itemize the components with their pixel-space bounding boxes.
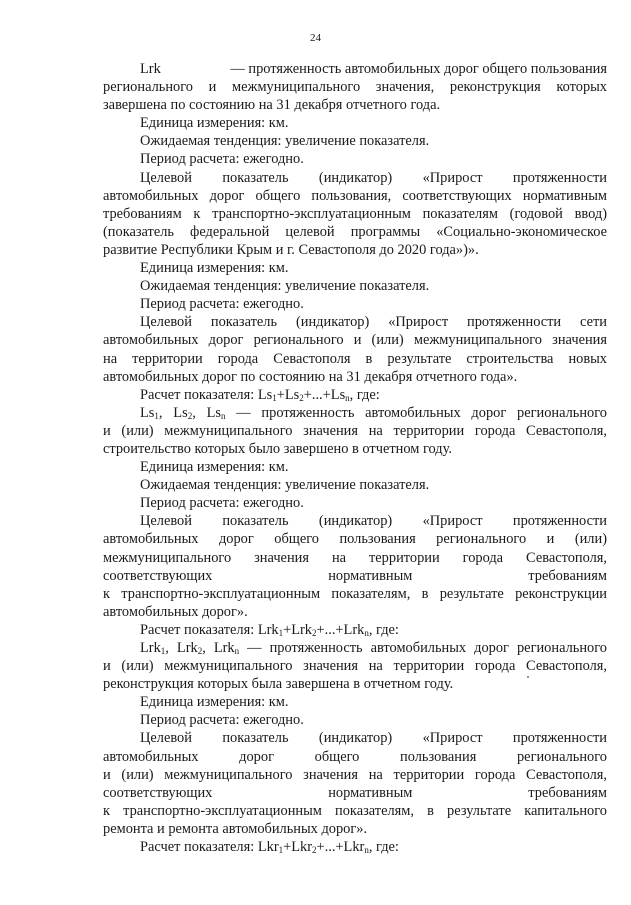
- indicator4-line1: Целевой показатель (индикатор) «Прирост протяженности: [140, 730, 607, 747]
- unit-line: Единица измерения: км.: [140, 459, 289, 476]
- unit-line: Единица измерения: км.: [140, 694, 289, 711]
- lrk-sum-definition-line3: реконструкция которых была завершена в отчетном году.: [103, 676, 454, 693]
- indicator3-line3: межмуниципального значения на территории города Севастополя,: [103, 549, 607, 566]
- indicator1-line3: требованиям к транспортно-эксплуатационным показателям (годовой ввод): [103, 205, 607, 222]
- unit-line: Единица измерения: км.: [140, 115, 289, 132]
- page-number: 24: [310, 32, 321, 44]
- period-line: Период расчета: ежегодно.: [140, 296, 304, 313]
- formula-lkr: Расчет показателя: Lkr$_1$+Lkr$_2$+...+Lkr$_n$, где:: [140, 839, 399, 856]
- period-line: Период расчета: ежегодно.: [140, 495, 304, 512]
- trend-line: Ожидаемая тенденция: увеличение показателя.: [140, 278, 430, 295]
- period-line: Период расчета: ежегодно.: [140, 712, 304, 729]
- lrk-definition-line2: регионального и межмуниципального значения, реконструкция которых: [103, 79, 607, 96]
- term-lrk: Lrk: [140, 61, 161, 77]
- indicator2-line4: автомобильных дорог по состоянию на 31 декабря отчетного года».: [103, 368, 518, 385]
- formula-lrk: Расчет показателя: Lrk$_1$+Lrk$_2$+...+Lrk$_n$, где:: [140, 621, 399, 638]
- lrk-sum-definition-line1: Lrk$_1$, Lrk$_2$, Lrk$_n$ — протяженность автомобильных дорог регионального: [140, 640, 607, 656]
- indicator4-line5: к транспортно-эксплуатационным показателям, в результате капитального: [103, 802, 607, 819]
- indicator3-line5: к транспортно-эксплуатационным показателям, в результате реконструкции: [103, 585, 607, 602]
- scan-speck: [527, 676, 529, 678]
- indicator3-line6: автомобильных дорог».: [103, 603, 248, 620]
- indicator3-line1: Целевой показатель (индикатор) «Прирост протяженности: [140, 513, 607, 530]
- indicator3-line4: соответствующих нормативным требованиям: [103, 567, 607, 584]
- indicator3-line2: автомобильных дорог общего пользования регионального и (или): [103, 531, 607, 548]
- document-body: [103, 60, 607, 856]
- lrk-definition-line3: завершена по состоянию на 31 декабря отчетного года.: [103, 97, 441, 114]
- ls-definition-line1: $Ls_1$, $Ls_2$, $Ls_n$ — протяженность автомобильных дорог регионального: [140, 404, 607, 421]
- lrk-sum-definition-line2: и (или) межмуниципального значения на территории города Севастополя,: [103, 658, 607, 675]
- indicator1-line5: развитие Республики Крым и г. Севастополя до 2020 года»)».: [103, 241, 479, 258]
- indicator2-line1: Целевой показатель (индикатор) «Прирост протяженности сети: [140, 314, 607, 331]
- formula-ls: Расчет показателя: $Ls_1+Ls_2+...+Ls_n$, где:: [140, 386, 380, 403]
- unit-line: Единица измерения: км.: [140, 260, 289, 277]
- indicator1-line4: (показатель федеральной целевой программы «Социально-экономическое: [103, 223, 607, 240]
- trend-line: Ожидаемая тенденция: увеличение показателя.: [140, 133, 430, 150]
- period-line: Период расчета: ежегодно.: [140, 151, 304, 168]
- ls-definition-line2: и (или) межмуниципального значения на территории города Севастополя,: [103, 422, 607, 439]
- indicator4-line2: автомобильных дорог общего пользования регионального: [103, 748, 607, 765]
- ls-definition-line3: строительство которых было завершено в отчетном году.: [103, 440, 452, 457]
- indicator4-line4: соответствующих нормативным требованиям: [103, 784, 607, 801]
- indicator2-line3: на территории города Севастополя в результате строительства новых: [103, 350, 607, 367]
- indicator1-line1: Целевой показатель (индикатор) «Прирост протяженности: [140, 169, 607, 186]
- indicator4-line3: и (или) межмуниципального значения на территории города Севастополя,: [103, 766, 607, 783]
- indicator4-line6: ремонта и ремонта автомобильных дорог».: [103, 820, 368, 837]
- indicator1-line2: автомобильных дорог общего пользования, соответствующих нормативным: [103, 187, 607, 204]
- trend-line: Ожидаемая тенденция: увеличение показателя.: [140, 477, 430, 494]
- lrk-definition-line1: Lrk — протяженность автомобильных дорог общего пользования: [103, 60, 607, 78]
- indicator2-line2: автомобильных дорог регионального и (или) межмуниципального значения: [103, 332, 607, 349]
